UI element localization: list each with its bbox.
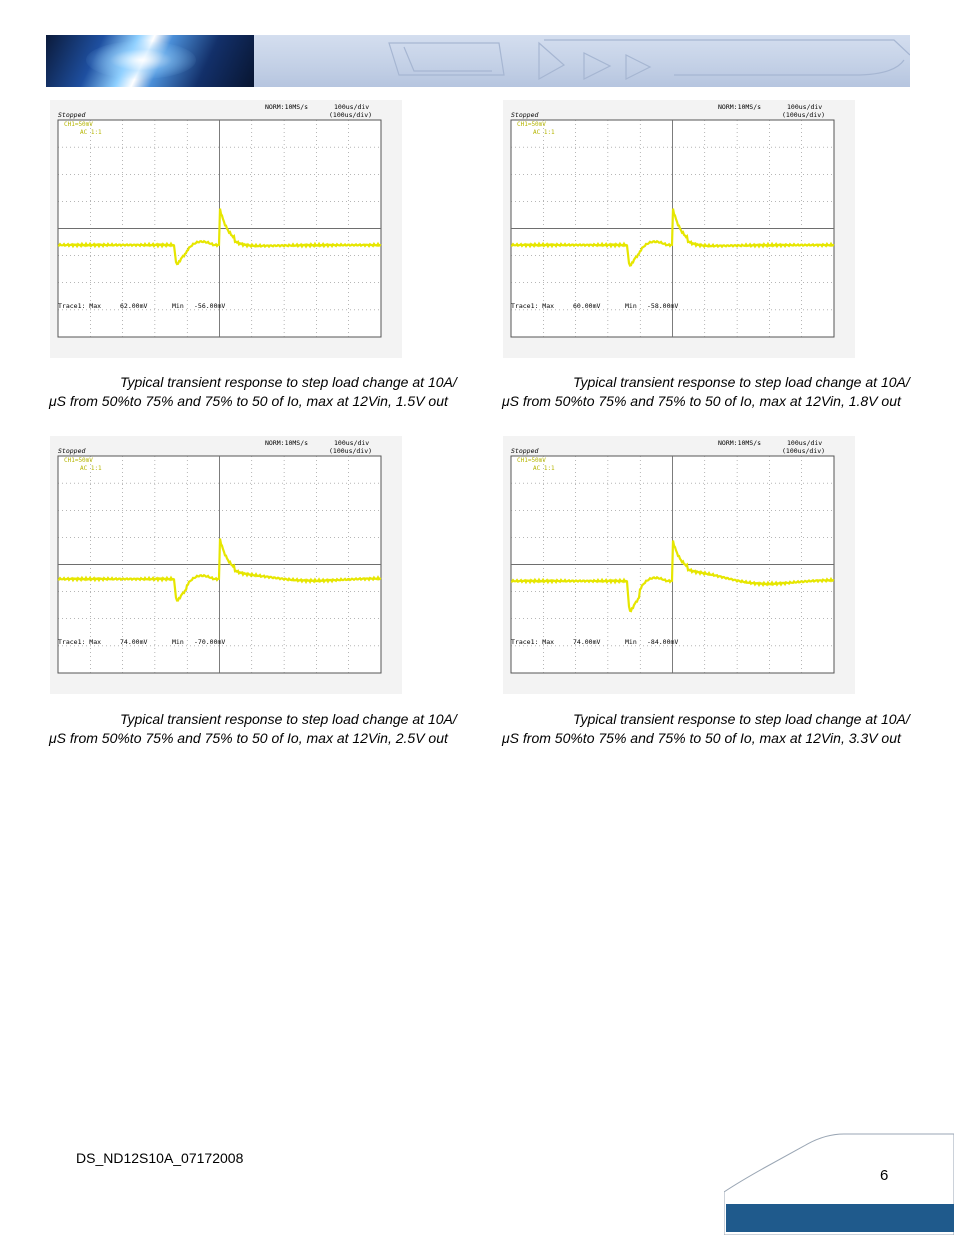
scope-trace-min-label: Min [172, 638, 184, 646]
scope-status: Stopped [58, 447, 86, 455]
caption-lead: Typical transient response to step load change at [120, 374, 425, 390]
scope-capture [503, 436, 855, 694]
scope-channel: CH1=50mV [517, 121, 546, 128]
footer-corner-graphic [724, 1132, 954, 1235]
scope-timebase-sub: (100us/div) [329, 111, 373, 119]
scope-timebase: 100us/div [334, 439, 370, 447]
caption-lead: Typical transient response to step load change at [573, 711, 878, 727]
caption-detail: 10A/μS from 50%to 75% and 75% to 50 of Io, max at 12Vin, 2.5V out [49, 711, 457, 746]
scope-timebase-sub: (100us/div) [329, 447, 373, 455]
caption-lead: Typical transient response to step load change at [120, 711, 425, 727]
scope-status: Stopped [58, 111, 86, 119]
caption-detail: 10A/μS from 50%to 75% and 75% to 50 of Io, max at 12Vin, 3.3V out [502, 711, 910, 746]
scope-coupling: AC 1:1 [80, 465, 102, 472]
banner-decoration [254, 35, 910, 87]
scope-trace-min-label: Min [625, 638, 637, 646]
scope-trace-max: 74.00mV [120, 638, 148, 646]
scope-coupling: AC 1:1 [533, 129, 555, 136]
scope-rate: NORM:10MS/s [265, 439, 309, 447]
scope-status: Stopped [511, 111, 539, 119]
figure-caption [49, 373, 469, 411]
scope-trace-min-label: Min [625, 302, 637, 310]
footer-bar [726, 1204, 954, 1232]
scope-coupling: AC 1:1 [533, 465, 555, 472]
document-id: DS_ND12S10A_07172008 [76, 1150, 244, 1166]
figure-caption [502, 373, 922, 411]
scope-trace-max: 60.00mV [573, 302, 601, 310]
scope-timebase-sub: (100us/div) [782, 111, 826, 119]
scope-trace-max-label: Trace1: Max [511, 638, 555, 646]
scope-rate: NORM:10MS/s [718, 103, 762, 111]
scope-capture [503, 100, 855, 358]
scope-trace-max-label: Trace1: Max [511, 302, 555, 310]
scope-rate: NORM:10MS/s [718, 439, 762, 447]
scope-capture [50, 436, 402, 694]
scope-trace-min: -70.00mV [194, 638, 226, 646]
scope-channel: CH1=50mV [517, 457, 546, 464]
caption-detail: 10A/μS from 50%to 75% and 75% to 50 of Io, max at 12Vin, 1.5V out [49, 374, 457, 409]
scope-trace-min: -84.00mV [647, 638, 679, 646]
page-number: 6 [880, 1167, 889, 1184]
scope-timebase-sub: (100us/div) [782, 447, 826, 455]
scope-rate: NORM:10MS/s [265, 103, 309, 111]
scope-trace-max: 74.00mV [573, 638, 601, 646]
scope-trace-min: -58.00mV [647, 302, 679, 310]
scope-trace-max: 62.00mV [120, 302, 148, 310]
banner-glow [86, 41, 196, 79]
figure-caption [502, 710, 922, 748]
scope-timebase: 100us/div [787, 103, 823, 111]
caption-lead: Typical transient response to step load change at [573, 374, 878, 390]
scope-timebase: 100us/div [787, 439, 823, 447]
scope-trace-min: -56.00mV [194, 302, 226, 310]
scope-capture [50, 100, 402, 358]
scope-trace-max-label: Trace1: Max [58, 638, 102, 646]
scope-channel: CH1=50mV [64, 457, 93, 464]
header-banner [46, 35, 910, 87]
scope-trace-max-label: Trace1: Max [58, 302, 102, 310]
scope-trace-min-label: Min [172, 302, 184, 310]
figure-caption [49, 710, 469, 748]
caption-detail: 10A/μS from 50%to 75% and 75% to 50 of Io, max at 12Vin, 1.8V out [502, 374, 910, 409]
scope-timebase: 100us/div [334, 103, 370, 111]
scope-coupling: AC 1:1 [80, 129, 102, 136]
scope-status: Stopped [511, 447, 539, 455]
scope-channel: CH1=50mV [64, 121, 93, 128]
